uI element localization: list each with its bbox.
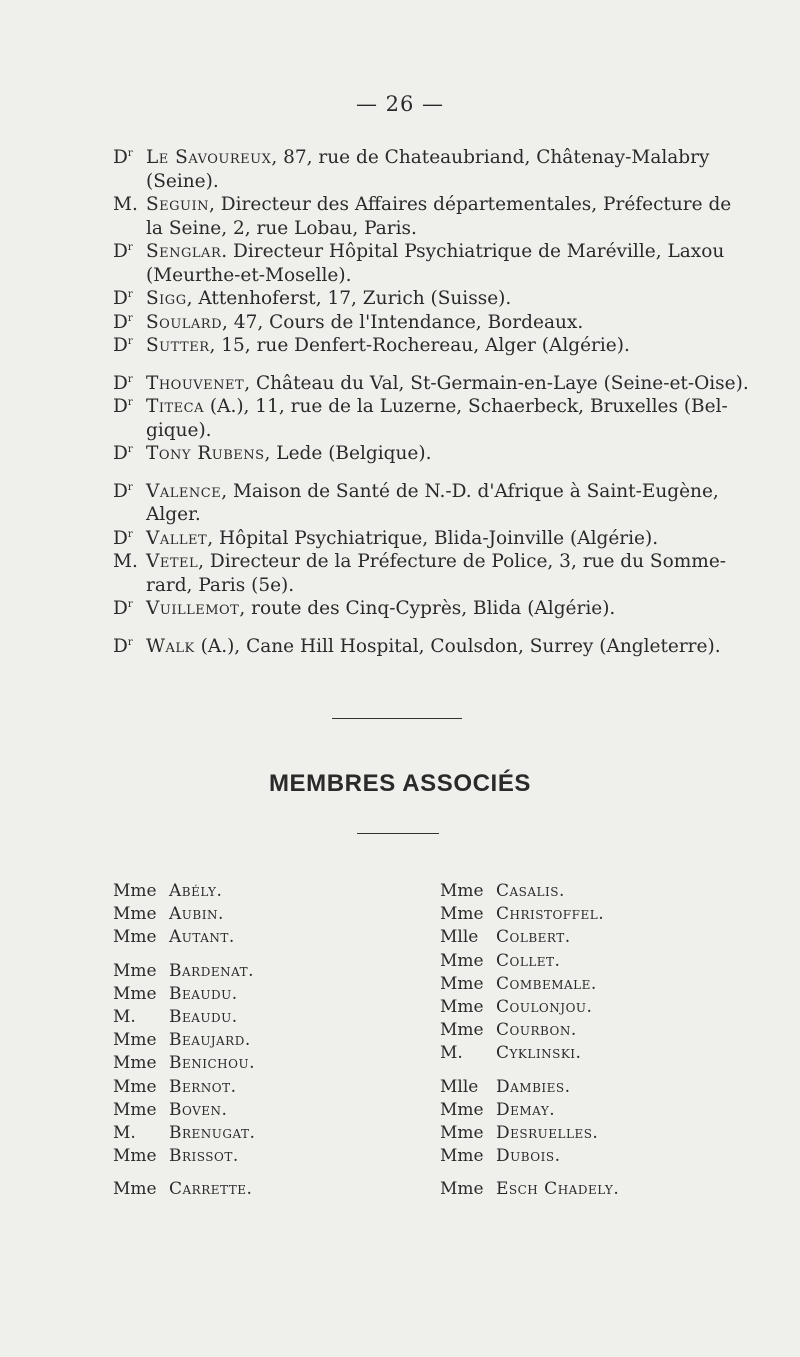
member-name: Benichou. xyxy=(169,1053,255,1074)
list-item xyxy=(113,527,753,551)
member-title: Mme xyxy=(440,950,484,971)
entry-title: M. xyxy=(113,194,138,215)
entry-title: $D^r$ xyxy=(113,635,133,657)
entry-name: Thouvenet xyxy=(146,372,245,394)
entry-text: , Hôpital Psychiatrique, Blida-Joinville (Algérie). xyxy=(207,527,659,549)
entry-title: $D^r$ xyxy=(113,480,133,502)
list-item xyxy=(113,1145,255,1168)
list-item xyxy=(113,983,255,1006)
member-title: Mme xyxy=(440,1179,484,1200)
entry-continuation: (Seine). xyxy=(146,170,219,192)
member-title: M. xyxy=(113,1123,136,1144)
list-item xyxy=(113,442,753,466)
member-title: Mme xyxy=(440,1123,484,1144)
entry-title: $D^r$ xyxy=(113,443,133,464)
member-name: Autant. xyxy=(169,927,235,948)
list-item xyxy=(113,334,753,358)
member-title: Mme xyxy=(113,904,157,925)
entry-continuation: (Meurthe-et-Moselle). xyxy=(146,264,352,286)
list-item xyxy=(113,395,753,442)
entry-continuation: Alger. xyxy=(146,504,201,525)
entry-text: , Directeur de la Préfecture de Police, 3, rue du Somme- xyxy=(198,551,727,572)
page-number: — 26 — xyxy=(355,92,445,116)
entry-continuation: rard, Paris (5e). xyxy=(146,574,295,596)
entry-title: $D^r$ xyxy=(113,335,133,356)
entry-name: Senglar xyxy=(146,241,222,262)
member-name: Dambies. xyxy=(496,1076,571,1097)
entry-name: Vuillemot xyxy=(146,598,240,619)
member-title: Mme xyxy=(440,904,484,925)
entry-text: , 87, rue de Chateaubriand, Châtenay-Malabry xyxy=(271,147,710,168)
entry-name: Seguin xyxy=(146,194,210,215)
entry-text: (A.), Cane Hill Hospital, Coulsdon, Surrey (Angleterre). xyxy=(194,635,721,657)
member-directory xyxy=(113,146,753,658)
list-item xyxy=(113,1076,255,1099)
member-name: Cyklinski. xyxy=(496,1043,582,1064)
list-item xyxy=(440,1076,619,1099)
list-item xyxy=(440,1042,619,1065)
list-item xyxy=(440,926,619,949)
list-item xyxy=(113,193,753,240)
entry-title: $D^r$ xyxy=(113,241,133,262)
member-name: Casalis. xyxy=(496,881,565,901)
entry-text: , Directeur des Affaires départementales, Préfecture de xyxy=(209,194,732,215)
member-title: Mme xyxy=(113,1076,157,1097)
list-item xyxy=(440,973,619,996)
member-title: Mme xyxy=(440,1020,484,1041)
list-item xyxy=(113,1099,255,1122)
member-title: Mme xyxy=(440,973,484,994)
list-item xyxy=(113,550,753,597)
list-item xyxy=(113,960,255,983)
list-item xyxy=(440,1178,619,1201)
entry-text: , Attenhoferst, 17, Zurich (Suisse). xyxy=(186,288,512,309)
entry-name: Tony Rubens xyxy=(146,443,265,464)
list-item xyxy=(113,1122,255,1145)
member-name: Beaudu. xyxy=(169,1007,238,1028)
entry-text: , 15, rue Denfert-Rochereau, Alger (Algérie). xyxy=(209,335,630,356)
member-title: Mme xyxy=(113,881,157,901)
list-item xyxy=(113,146,753,193)
member-name: Brenugat. xyxy=(169,1123,256,1144)
member-name: Christoffel. xyxy=(496,904,605,925)
section-heading: MEMBRES ASSOCIÉS xyxy=(268,770,532,797)
entry-text: , Maison de Santé de N.-D. d'Afrique à Saint-Eugène, xyxy=(221,480,719,502)
divider xyxy=(332,718,462,719)
member-name: Bernot. xyxy=(169,1076,237,1097)
entry-text: , route des Cinq-Cyprès, Blida (Algérie). xyxy=(239,598,616,619)
entry-name: Titeca xyxy=(146,396,204,417)
entry-title: $D^r$ xyxy=(113,396,133,417)
entry-name: Vallet xyxy=(146,527,208,549)
entry-name: Valence xyxy=(146,480,222,502)
member-title: Mme xyxy=(113,983,157,1004)
divider xyxy=(357,833,439,834)
list-item xyxy=(113,926,255,949)
member-title: Mme xyxy=(440,881,484,901)
members-column-right xyxy=(440,880,619,1202)
member-name: Beaudu. xyxy=(169,983,238,1004)
member-name: Brissot. xyxy=(169,1146,239,1167)
member-name: Beaujard. xyxy=(169,1030,251,1051)
member-title: Mme xyxy=(113,1030,157,1051)
list-item xyxy=(113,1178,255,1201)
entry-text: , Lede (Belgique). xyxy=(264,443,432,464)
member-title: Mme xyxy=(440,997,484,1018)
member-title: Mme xyxy=(113,1179,157,1200)
list-item xyxy=(113,480,753,527)
entry-title: $D^r$ xyxy=(113,598,133,619)
list-item xyxy=(113,635,753,659)
entry-text: . Directeur Hôpital Psychiatrique de Maréville, Laxou xyxy=(221,241,725,262)
entry-title: $D^r$ xyxy=(113,147,133,168)
entry-name: Sutter xyxy=(146,335,210,356)
member-title: M. xyxy=(440,1043,463,1064)
entry-name: Sigg xyxy=(146,288,187,309)
member-title: Mme xyxy=(440,1146,484,1167)
member-name: Boven. xyxy=(169,1099,228,1120)
member-title: Mme xyxy=(113,1053,157,1074)
entry-name: Soulard xyxy=(146,311,223,333)
member-name: Desruelles. xyxy=(496,1123,599,1144)
list-item xyxy=(113,287,753,311)
entry-text: , Château du Val, St-Germain-en-Laye (Seine-et-Oise). xyxy=(244,372,749,394)
list-item xyxy=(440,1019,619,1042)
entry-continuation: gique). xyxy=(146,419,212,441)
member-title: Mme xyxy=(113,960,157,981)
list-item xyxy=(440,996,619,1019)
member-title: Mme xyxy=(113,1099,157,1120)
member-name: Esch Chadely. xyxy=(496,1179,620,1200)
member-title: M. xyxy=(113,1007,136,1028)
members-column-left xyxy=(113,880,255,1202)
member-name: Bardenat. xyxy=(169,960,254,981)
list-item xyxy=(113,240,753,287)
member-title: Mlle xyxy=(440,927,479,948)
member-title: Mme xyxy=(113,927,157,948)
entry-name: Walk xyxy=(146,635,195,657)
list-item xyxy=(113,597,753,621)
list-item xyxy=(113,1029,255,1052)
list-item xyxy=(440,1099,619,1122)
entry-continuation: la Seine, 2, rue Lobau, Paris. xyxy=(146,217,417,239)
list-item xyxy=(440,950,619,973)
member-name: Carrette. xyxy=(169,1179,253,1200)
member-name: Aubin. xyxy=(169,904,224,925)
entry-title: $D^r$ xyxy=(113,372,133,394)
list-item xyxy=(113,1052,255,1075)
list-item xyxy=(440,1145,619,1168)
member-name: Demay. xyxy=(496,1099,556,1120)
entry-name: Le Savoureux xyxy=(146,147,272,168)
list-item xyxy=(113,1006,255,1029)
entry-name: Vetel xyxy=(146,551,199,572)
member-title: Mme xyxy=(113,1146,157,1167)
entry-title: $D^r$ xyxy=(113,288,133,309)
entry-title: $D^r$ xyxy=(113,527,133,549)
member-name: Courbon. xyxy=(496,1020,577,1041)
member-title: Mme xyxy=(440,1099,484,1120)
list-item xyxy=(113,880,255,903)
list-item xyxy=(440,903,619,926)
member-name: Collet. xyxy=(496,950,561,971)
member-name: Dubois. xyxy=(496,1146,561,1167)
member-title: Mlle xyxy=(440,1076,479,1097)
entry-title: M. xyxy=(113,551,138,572)
list-item xyxy=(113,311,753,335)
entry-text: (A.), 11, rue de la Luzerne, Schaerbeck, Bruxelles (Bel- xyxy=(203,396,728,417)
entry-text: , 47, Cours de l'Intendance, Bordeaux. xyxy=(222,311,584,333)
list-item xyxy=(113,903,255,926)
member-name: Colbert. xyxy=(496,927,571,948)
list-item xyxy=(440,1122,619,1145)
entry-title: $D^r$ xyxy=(113,311,133,333)
member-name: Combemale. xyxy=(496,973,597,994)
list-item xyxy=(113,372,753,396)
member-name: Coulonjou. xyxy=(496,997,593,1018)
list-item xyxy=(440,880,619,903)
member-name: Abély. xyxy=(169,881,223,901)
